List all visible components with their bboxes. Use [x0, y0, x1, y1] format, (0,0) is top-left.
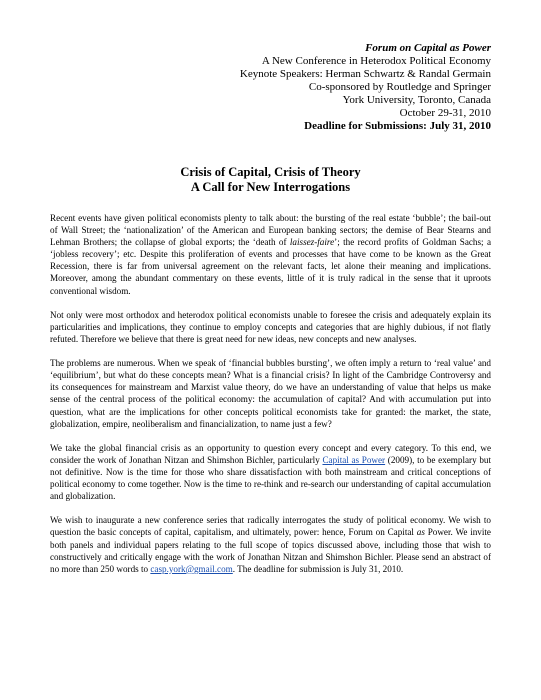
paragraph-4-text-a: We take the global financial crisis as an opportunity to question every concept and every category. To this end, we consider the work of Jonathan Nitzan and Shimshon Bichler, particularly	[50, 442, 491, 465]
title-line-2: A Call for New Interrogations	[190, 180, 351, 194]
paragraph-4	[50, 442, 491, 502]
keynote-speakers: Keynote Speakers: Herman Schwartz & Randal Germain	[239, 68, 491, 80]
paragraph-3: The problems are numerous. When we speak of ‘financial bubbles bursting’, we often imply a return to ‘real value’ and ‘equilibrium’, but what do these concepts mean? What is a financial crisis? In light of the Cambridge Controversy and its consequences for mainstream and Marxist value theory, do we have an understanding of value that helps us make sense of the central process of the political economy: the accumulation of capital? And with accumulation put into question, what are the implications for other concepts political economists take for granted: the market, the state, globalization, empire, neoliberalism and financialization, to name just a few?	[50, 358, 491, 429]
paragraph-4-text-b: (2009), to be exemplary but not definitive. Now is the time for those who share dissatisfaction with both mainstream and critical conceptions of political economy to come together. Now is the time to re-think and re-search our understanding of capital accumulation and globalization.	[50, 454, 491, 502]
email-link[interactable]: casp.york@gmail.com	[150, 563, 233, 574]
paragraph-5-text-c: . The deadline for submission is July 31, 2010.	[232, 563, 404, 574]
cosponsors: Co-sponsored by Routledge and Springer	[308, 81, 491, 93]
paragraph-5-emphasis: as	[416, 527, 425, 538]
paragraph-5-text-b: Power. We invite both panels and individual papers relating to the full scope of topics discussed above, including those that wish to constructively and critically engage with the work of Jonathan Nitzan and Shimshon Bichler. Please send an abstract of no more than 250 words to	[50, 527, 491, 574]
conference-dates: October 29-31, 2010	[399, 107, 491, 119]
document-title	[0, 165, 541, 195]
conference-subtitle: A New Conference in Heterodox Political Economy	[261, 55, 491, 67]
paragraph-1-text-b: ’; the record profits of Goldman Sachs; a ‘jobless recovery’; etc. Despite this proliferation of events and processes that have come to be known as the Great Recession, there is far from universal agreement on the relevant facts, let alone their meaning and implications. Moreover, among the abundant commentary on these events, little of it is truly radical in the sense that it uproots conventional wisdom.	[50, 237, 491, 296]
conference-location: York University, Toronto, Canada	[342, 94, 491, 106]
forum-name: Forum on Capital as Power	[365, 42, 491, 54]
conference-header	[240, 42, 491, 133]
capital-as-power-link[interactable]: Capital as Power	[322, 454, 386, 465]
submission-deadline: Deadline for Submissions: July 31, 2010	[304, 120, 491, 132]
paragraph-2: Not only were most orthodox and heterodox political economists unable to foresee the crisis and adequately explain its particularities and implications, they continue to employ concepts and categories that are highly dubious, if not flatly refuted. Therefore we believe that there is great need for new ideas, new concepts and new analyses.	[50, 309, 491, 344]
paragraph-1	[50, 212, 491, 297]
document-body	[50, 212, 491, 587]
paragraph-1-emphasis: laissez-faire	[289, 237, 335, 248]
paragraph-5	[50, 514, 491, 574]
title-line-1: Crisis of Capital, Crisis of Theory	[180, 165, 361, 179]
paragraph-5-text-a: We wish to inaugurate a new conference series that radically interrogates the study of political economy. We wish to question the basic concepts of capital, capitalism, and ultimately, power: hence, Forum on Capital	[50, 515, 491, 538]
paragraph-1-text-a: Recent events have given political economists plenty to talk about: the bursting of the real estate ‘bubble’; the bail-out of Wall Street; the ‘nationalization’ of the American and European banking sectors; the demise of Bear Stearns and Lehman Brothers; the collapse of global exports; the ‘death of	[50, 213, 491, 248]
